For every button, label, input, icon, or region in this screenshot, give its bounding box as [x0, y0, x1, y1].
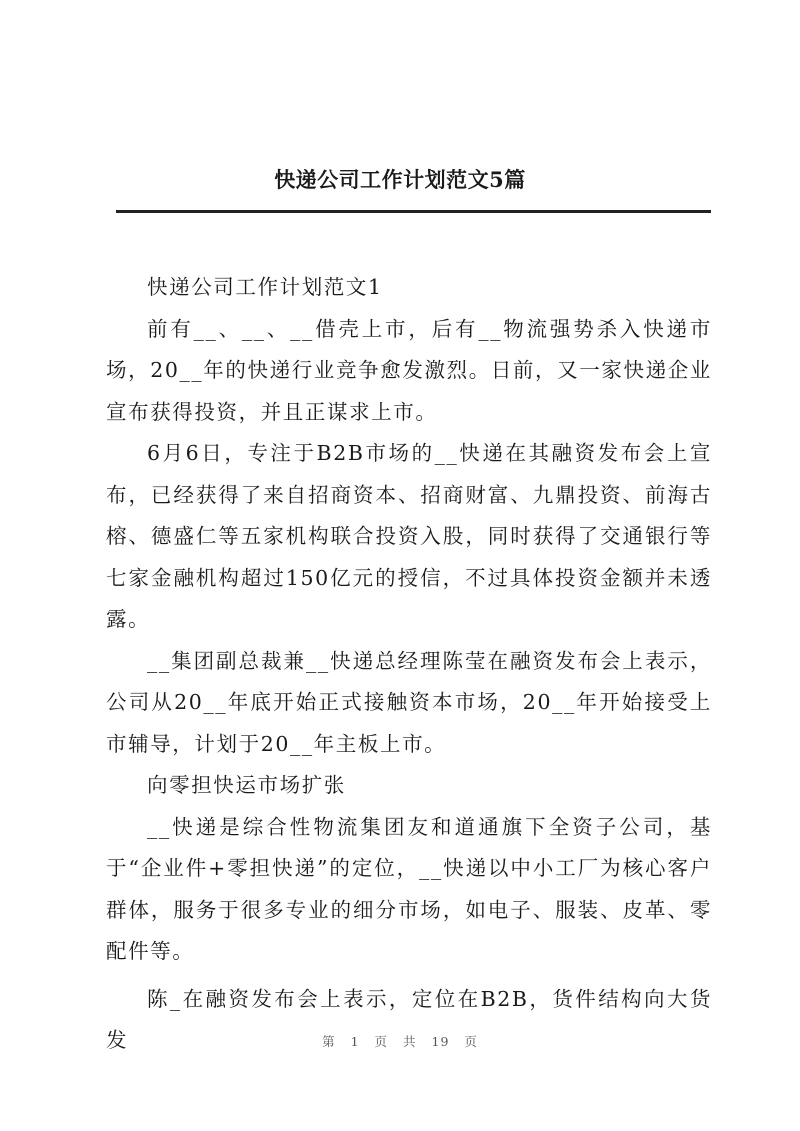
title-divider	[116, 210, 711, 213]
paragraph: 陈_在融资发布会上表示，定位在B2B，货件结构向大货发	[106, 986, 712, 1052]
paragraph: __快递是综合性物流集团友和道通旗下全资子公司，基于“企业件+零担快递”的定位，__快递以中小工厂为核心客户群体，服务于很多专业的细分市场，如电子、服装、皮革、零配件等。	[106, 814, 712, 963]
page-number: 1	[350, 1034, 360, 1049]
page-footer	[0, 1032, 800, 1050]
document-title: 快递公司工作计划范文5篇	[274, 167, 526, 192]
paragraph: __集团副总裁兼__快递总经理陈莹在融资发布会上表示，公司从20__年底开始正式接触资本市场，20__年开始接受上市辅导，计划于20__年主板上市。	[106, 648, 712, 756]
page-label: 第	[322, 1034, 336, 1049]
paragraph: 前有__、__、__借壳上市，后有__物流强势杀入快递市场，20__年的快递行业竞争愈发激烈。日前，又一家快递企业宣布获得投资，并且正谋求上市。	[106, 316, 712, 424]
page-unit: 页	[374, 1034, 389, 1049]
total-pages: 19	[431, 1034, 450, 1049]
total-label: 共	[403, 1034, 417, 1049]
subheading: 向零担快运市场扩张	[147, 773, 346, 797]
section-heading: 快递公司工作计划范文1	[147, 275, 383, 299]
total-unit: 页	[464, 1034, 478, 1049]
document-body	[106, 267, 712, 1062]
paragraph: 6月6日，专注于B2B市场的__快递在其融资发布会上宣布，已经获得了来自招商资本、招商财富、九鼎投资、前海古榕、德盛仁等五家机构联合投资入股，同时获得了交通银行等七家金融机构超过150亿元的授信，不过具体投资金额并未透露。	[106, 441, 712, 631]
